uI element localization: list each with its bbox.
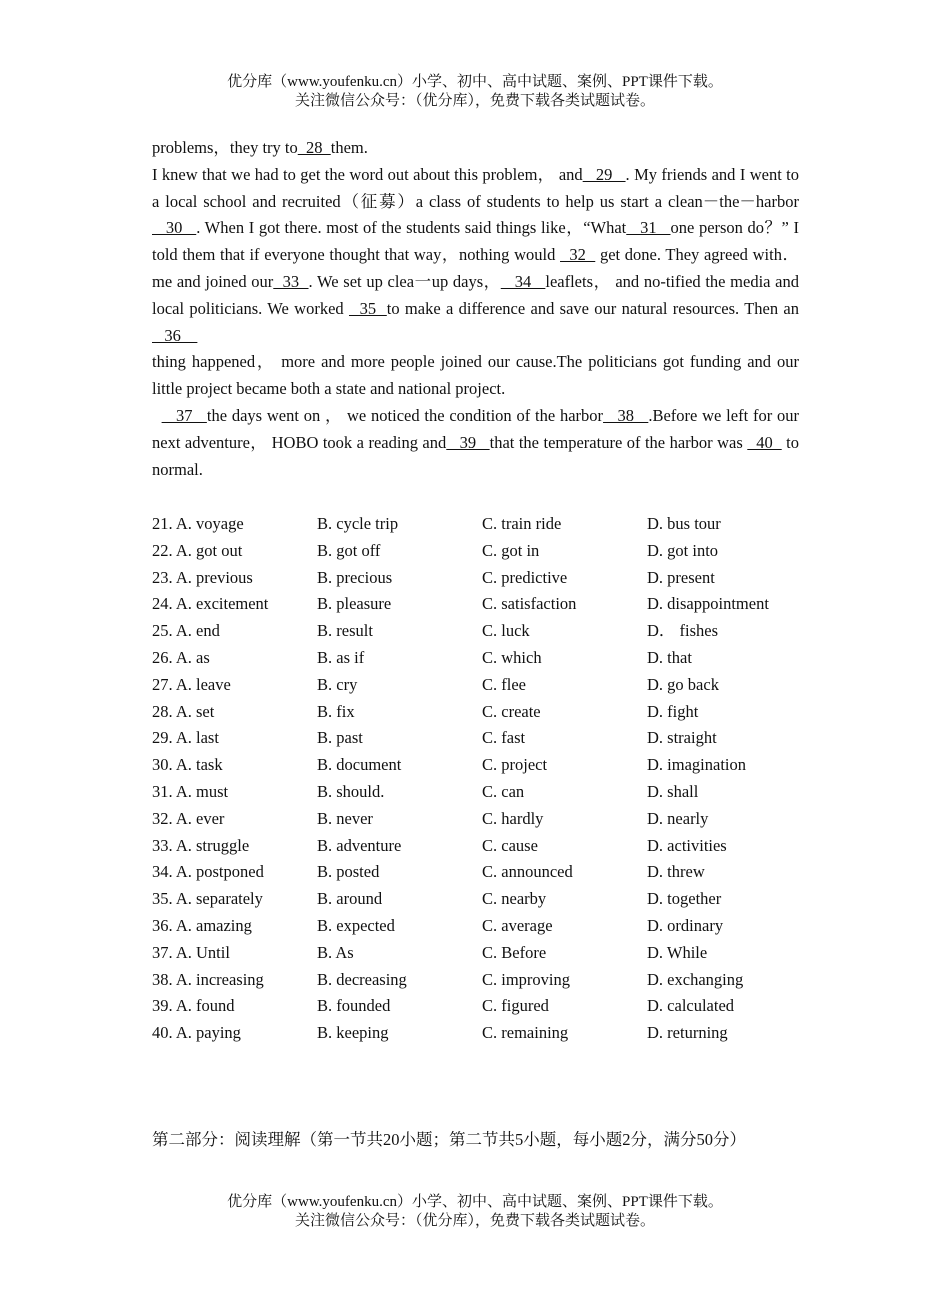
option-a: 23. A. previous xyxy=(152,567,253,587)
option-b: B. precious xyxy=(317,567,393,587)
option-a: 28. A. set xyxy=(152,701,215,721)
option-c: C. average xyxy=(482,915,553,935)
passage-text: . We set up clea一up days， xyxy=(308,271,501,291)
option-d: D. that xyxy=(647,647,692,667)
blank-39: 39 xyxy=(446,432,490,452)
option-a: 34. A. postponed xyxy=(152,862,264,882)
passage-text: problems，they try to xyxy=(152,138,298,157)
blank-29: 29 xyxy=(582,164,626,184)
option-d: D. straight xyxy=(647,728,717,748)
blank-30: 30 xyxy=(152,218,197,238)
option-a: 24. A. excitement xyxy=(152,594,269,614)
option-b: B. around xyxy=(317,889,383,909)
blank-28: 28 xyxy=(297,138,331,157)
header-line-2: 关注微信公众号：（优分库），免费下载各类试题试卷。 xyxy=(294,93,655,109)
option-c: C. flee xyxy=(482,674,526,694)
option-a: 40. A. paying xyxy=(152,1023,241,1043)
option-c: C. satisfaction xyxy=(482,594,577,614)
passage-text: I knew that we had to get the word out about this problem， and xyxy=(152,164,583,184)
passage-text: the days went on ， we noticed the condition of the harbor xyxy=(206,405,604,425)
blank-35: 35 xyxy=(348,298,387,318)
option-a: 22. A. got out xyxy=(152,540,243,560)
passage-text: .Before we left for our next adventure， HOBO took a reading and xyxy=(152,405,799,452)
option-c: C. figured xyxy=(482,996,549,1016)
option-b: B. keeping xyxy=(317,1023,389,1043)
option-a: 30. A. task xyxy=(152,755,223,775)
passage-text: one person do？” I told them that if everyone thought that way，nothing would xyxy=(152,218,799,265)
section-2-title: 第二部分：阅读理解（第一节共20小题；第二节共5小题，每小题2分，满分50分） xyxy=(152,1130,746,1149)
blank-36: 36 xyxy=(152,325,198,345)
option-b: B. got off xyxy=(317,540,381,560)
option-c: C. create xyxy=(482,701,541,721)
blank-34: 34 xyxy=(500,271,546,291)
option-b: B. adventure xyxy=(317,835,402,855)
passage-text: . When I got there. most of the students said things like，“What xyxy=(196,218,627,238)
option-b: B. decreasing xyxy=(317,969,407,989)
blank-33: 33 xyxy=(273,271,309,291)
option-c: C. got in xyxy=(482,540,540,560)
question-row xyxy=(152,725,812,752)
blank-40: 40 xyxy=(747,432,782,452)
option-c: C. fast xyxy=(482,728,526,748)
question-row xyxy=(152,645,812,672)
option-d: D. fight xyxy=(647,701,699,721)
option-a: 39. A. found xyxy=(152,996,235,1016)
option-c: C. hardly xyxy=(482,808,544,828)
option-b: B. cry xyxy=(317,674,358,694)
option-b: B. cycle trip xyxy=(317,514,399,533)
option-a: 25. A. end xyxy=(152,621,220,641)
option-b: B. result xyxy=(317,621,373,641)
page-header xyxy=(0,73,950,111)
footer-line-1: 优分库（www.youfenku.cn）小学、初中、高中试题、案例、PPT课件下载。 xyxy=(227,1194,723,1210)
option-a: 36. A. amazing xyxy=(152,915,252,935)
option-c: C. nearby xyxy=(482,889,547,909)
question-row xyxy=(152,1020,812,1047)
question-row xyxy=(152,699,812,726)
option-a: 29. A. last xyxy=(152,728,219,748)
option-c: C. train ride xyxy=(482,514,562,533)
option-a: 32. A. ever xyxy=(152,808,225,828)
blank-31: 31 xyxy=(626,218,671,238)
blank-32: 32 xyxy=(560,245,596,265)
option-a: 21. A. voyage xyxy=(152,514,244,533)
option-d: D. threw xyxy=(647,862,705,882)
blank-37: 37 xyxy=(161,405,207,425)
passage-text: thing happened， more and more people joined our cause.The politicians got funding and our little project became both a state and national project. xyxy=(152,352,799,399)
option-d: D. activities xyxy=(647,835,727,855)
footer-line-2: 关注微信公众号：（优分库），免费下载各类试题试卷。 xyxy=(294,1213,655,1229)
passage-text: . My friends and I went to a local school and recruited（征募）a class of students to help us start a clean－the－harbor xyxy=(152,164,800,211)
option-c: C. which xyxy=(482,647,542,667)
answer-options xyxy=(152,511,812,1047)
option-b: B. as if xyxy=(317,647,365,667)
blank-38: 38 xyxy=(603,405,649,425)
option-a: 31. A. must xyxy=(152,781,229,801)
option-c: C. improving xyxy=(482,969,571,989)
option-c: C. announced xyxy=(482,862,573,882)
question-row xyxy=(152,672,812,699)
option-d: D. disappointment xyxy=(647,594,769,614)
option-b: B. past xyxy=(317,728,363,748)
question-row xyxy=(152,779,812,806)
question-row xyxy=(152,511,812,538)
passage-paragraph-2 xyxy=(152,162,799,403)
passage-text: to normal. xyxy=(152,432,800,479)
question-row xyxy=(152,618,812,645)
option-a: 26. A. as xyxy=(152,647,210,667)
option-d: D. exchanging xyxy=(647,969,744,989)
option-d: D. present xyxy=(647,567,715,587)
option-b: B. fix xyxy=(317,701,355,721)
option-c: C. remaining xyxy=(482,1023,569,1043)
question-row xyxy=(152,591,812,618)
question-row xyxy=(152,859,812,886)
option-d: D. got into xyxy=(647,540,719,560)
option-a: 35. A. separately xyxy=(152,889,263,909)
passage-paragraph-1 xyxy=(152,135,799,162)
passage-text: leaflets， and no-tified the media and local politicians. We worked xyxy=(152,271,800,318)
option-c: C. predictive xyxy=(482,567,568,587)
option-b: B. never xyxy=(317,808,373,828)
question-row xyxy=(152,538,812,565)
passage-paragraph-3 xyxy=(152,403,799,483)
option-a: 33. A. struggle xyxy=(152,835,250,855)
option-d: D． fishes xyxy=(647,621,719,641)
option-d: D. imagination xyxy=(647,755,746,775)
option-d: D. shall xyxy=(647,781,699,801)
option-d: D. together xyxy=(647,889,722,909)
option-b: B. posted xyxy=(317,862,380,882)
question-row xyxy=(152,752,812,779)
header-line-1: 优分库（www.youfenku.cn）小学、初中、高中试题、案例、PPT课件下载。 xyxy=(227,74,723,90)
passage-text: to make a difference and save our natural resources. Then an xyxy=(386,298,799,318)
option-d: D. returning xyxy=(647,1023,728,1043)
option-c: C. luck xyxy=(482,621,530,641)
question-row xyxy=(152,833,812,860)
option-a: 37. A. Until xyxy=(152,942,230,962)
option-b: B. expected xyxy=(317,915,395,935)
option-c: C. project xyxy=(482,755,548,775)
option-d: D. bus tour xyxy=(647,514,721,533)
option-d: D. calculated xyxy=(647,996,735,1016)
passage-text: them. xyxy=(330,138,368,157)
question-row xyxy=(152,913,812,940)
option-d: D. nearly xyxy=(647,808,709,828)
page-footer xyxy=(0,1193,950,1231)
option-a: 27. A. leave xyxy=(152,674,231,694)
option-d: D. go back xyxy=(647,674,719,694)
option-c: C. cause xyxy=(482,835,538,855)
question-row xyxy=(152,806,812,833)
passage-text: that the temperature of the harbor was xyxy=(489,432,748,452)
question-row xyxy=(152,565,812,592)
question-row xyxy=(152,940,812,967)
option-b: B. document xyxy=(317,755,402,775)
question-row xyxy=(152,993,812,1020)
option-b: B. should. xyxy=(317,781,385,801)
option-d: D. While xyxy=(647,942,708,962)
option-b: B. pleasure xyxy=(317,594,392,614)
option-d: D. ordinary xyxy=(647,915,724,935)
question-row xyxy=(152,886,812,913)
option-b: B. As xyxy=(317,942,354,962)
question-row xyxy=(152,967,812,994)
cloze-passage xyxy=(152,135,799,483)
option-b: B. founded xyxy=(317,996,391,1016)
option-a: 38. A. increasing xyxy=(152,969,264,989)
passage-text: get done. They agreed with．me and joined our xyxy=(152,245,799,291)
option-c: C. can xyxy=(482,781,525,801)
option-c: C. Before xyxy=(482,942,547,962)
